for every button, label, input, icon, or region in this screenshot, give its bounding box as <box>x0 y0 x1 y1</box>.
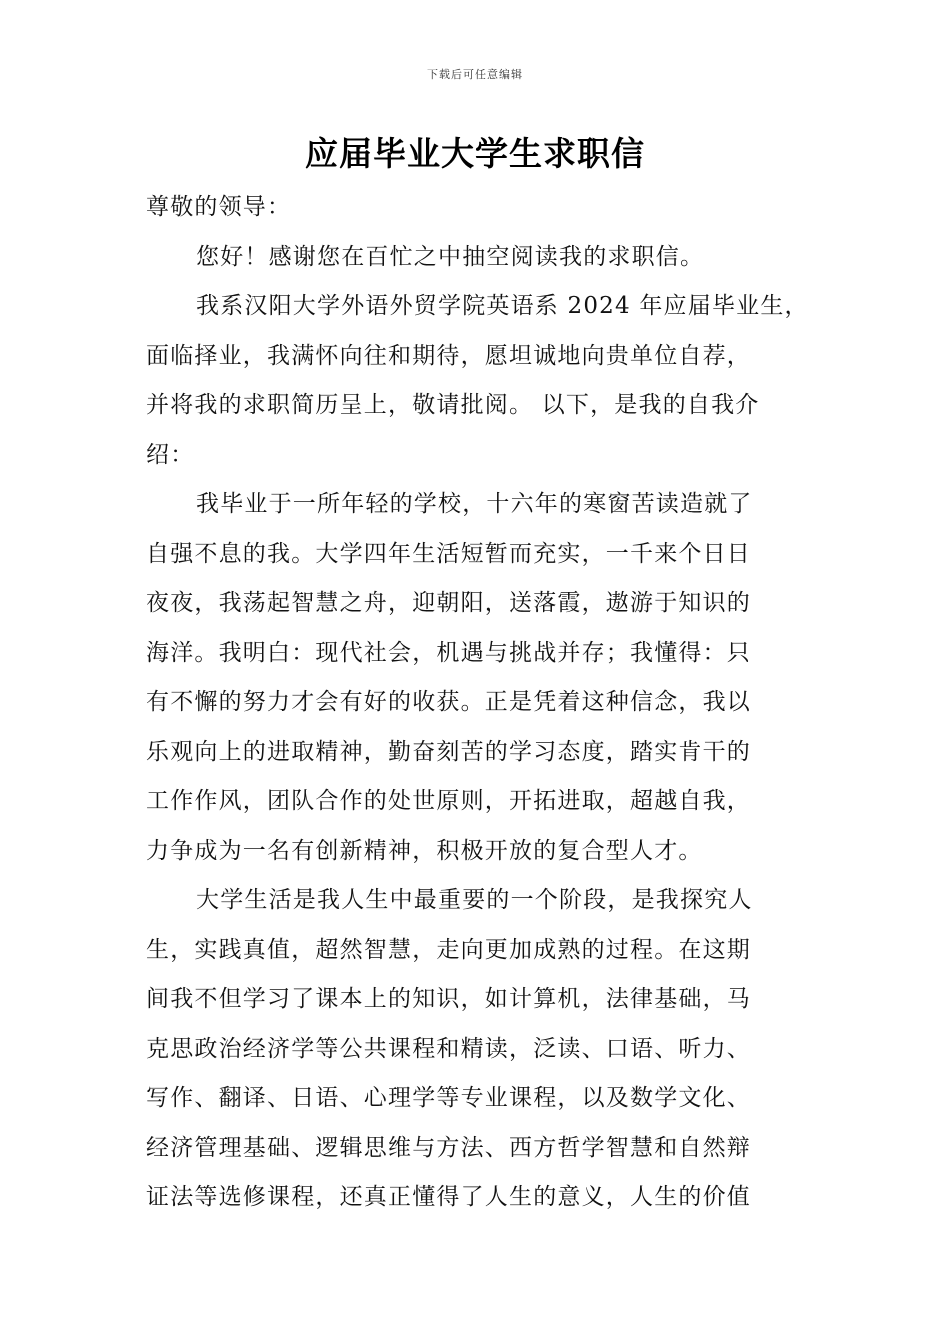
paragraph-line: 力争成为一名有创新精神，积极开放的复合型人才。 <box>146 837 703 864</box>
paragraph-line: 夜夜，我荡起智慧之舟，迎朝阳，送落霞，遨游于知识的 <box>146 590 751 616</box>
paragraph-line: 并将我的求职简历呈上，敬请批阅。 以下，是我的自我介 <box>146 392 760 418</box>
paragraph-line: 克思政治经济学等公共课程和精读，泛读、口语、听力、 <box>146 1035 751 1062</box>
paragraph-line: 绍： <box>146 441 195 468</box>
greeting-line: 您好！感谢您在百忙之中抽空阅读我的求职信。 <box>196 243 705 270</box>
paragraph-line: 证法等选修课程，还真正懂得了人生的意义，人生的价值 <box>146 1184 751 1210</box>
paragraph-line: 面临择业，我满怀向往和期待，愿坦诚地向贵单位自荐， <box>146 342 751 369</box>
document-title: 应届毕业大学生求职信 <box>305 134 645 173</box>
paragraph-line: 乐观向上的进取精神，勤奋刻苦的学习态度，踏实肯干的 <box>146 738 751 765</box>
paragraph-line: 工作作风，团队合作的处世原则，开拓进取，超越自我， <box>146 788 751 814</box>
paragraph-line: 间我不但学习了课本上的知识，如计算机，法律基础，马 <box>146 986 751 1012</box>
paragraph-line: 海洋。我明白：现代社会，机遇与挑战并存；我懂得：只 <box>146 639 751 666</box>
paragraph-line: 大学生活是我人生中最重要的一个阶段，是我探究人 <box>196 887 753 913</box>
salutation: 尊敬的领导： <box>146 194 292 220</box>
header-note: 下载后可任意编辑 <box>427 68 523 81</box>
paragraph-line: 经济管理基础、逻辑思维与方法、西方哲学智慧和自然辩 <box>146 1134 751 1161</box>
paragraph-line: 写作、翻译、日语、心理学等专业课程，以及数学文化、 <box>146 1085 751 1111</box>
paragraph-line: 我毕业于一所年轻的学校，十六年的寒窗苦读造就了 <box>196 491 753 517</box>
paragraph-line: 有不懈的努力才会有好的收获。正是凭着这种信念，我以 <box>146 689 751 715</box>
paragraph-line: 生，实践真值，超然智慧，走向更加成熟的过程。在这期 <box>146 936 751 963</box>
letter-body <box>146 183 810 1223</box>
paragraph-line: 我系汉阳大学外语外贸学院英语系 2024 年应届毕业生， <box>196 293 809 319</box>
paragraph-line: 自强不息的我。大学四年生活短暂而充实，一千来个日日 <box>146 540 751 567</box>
